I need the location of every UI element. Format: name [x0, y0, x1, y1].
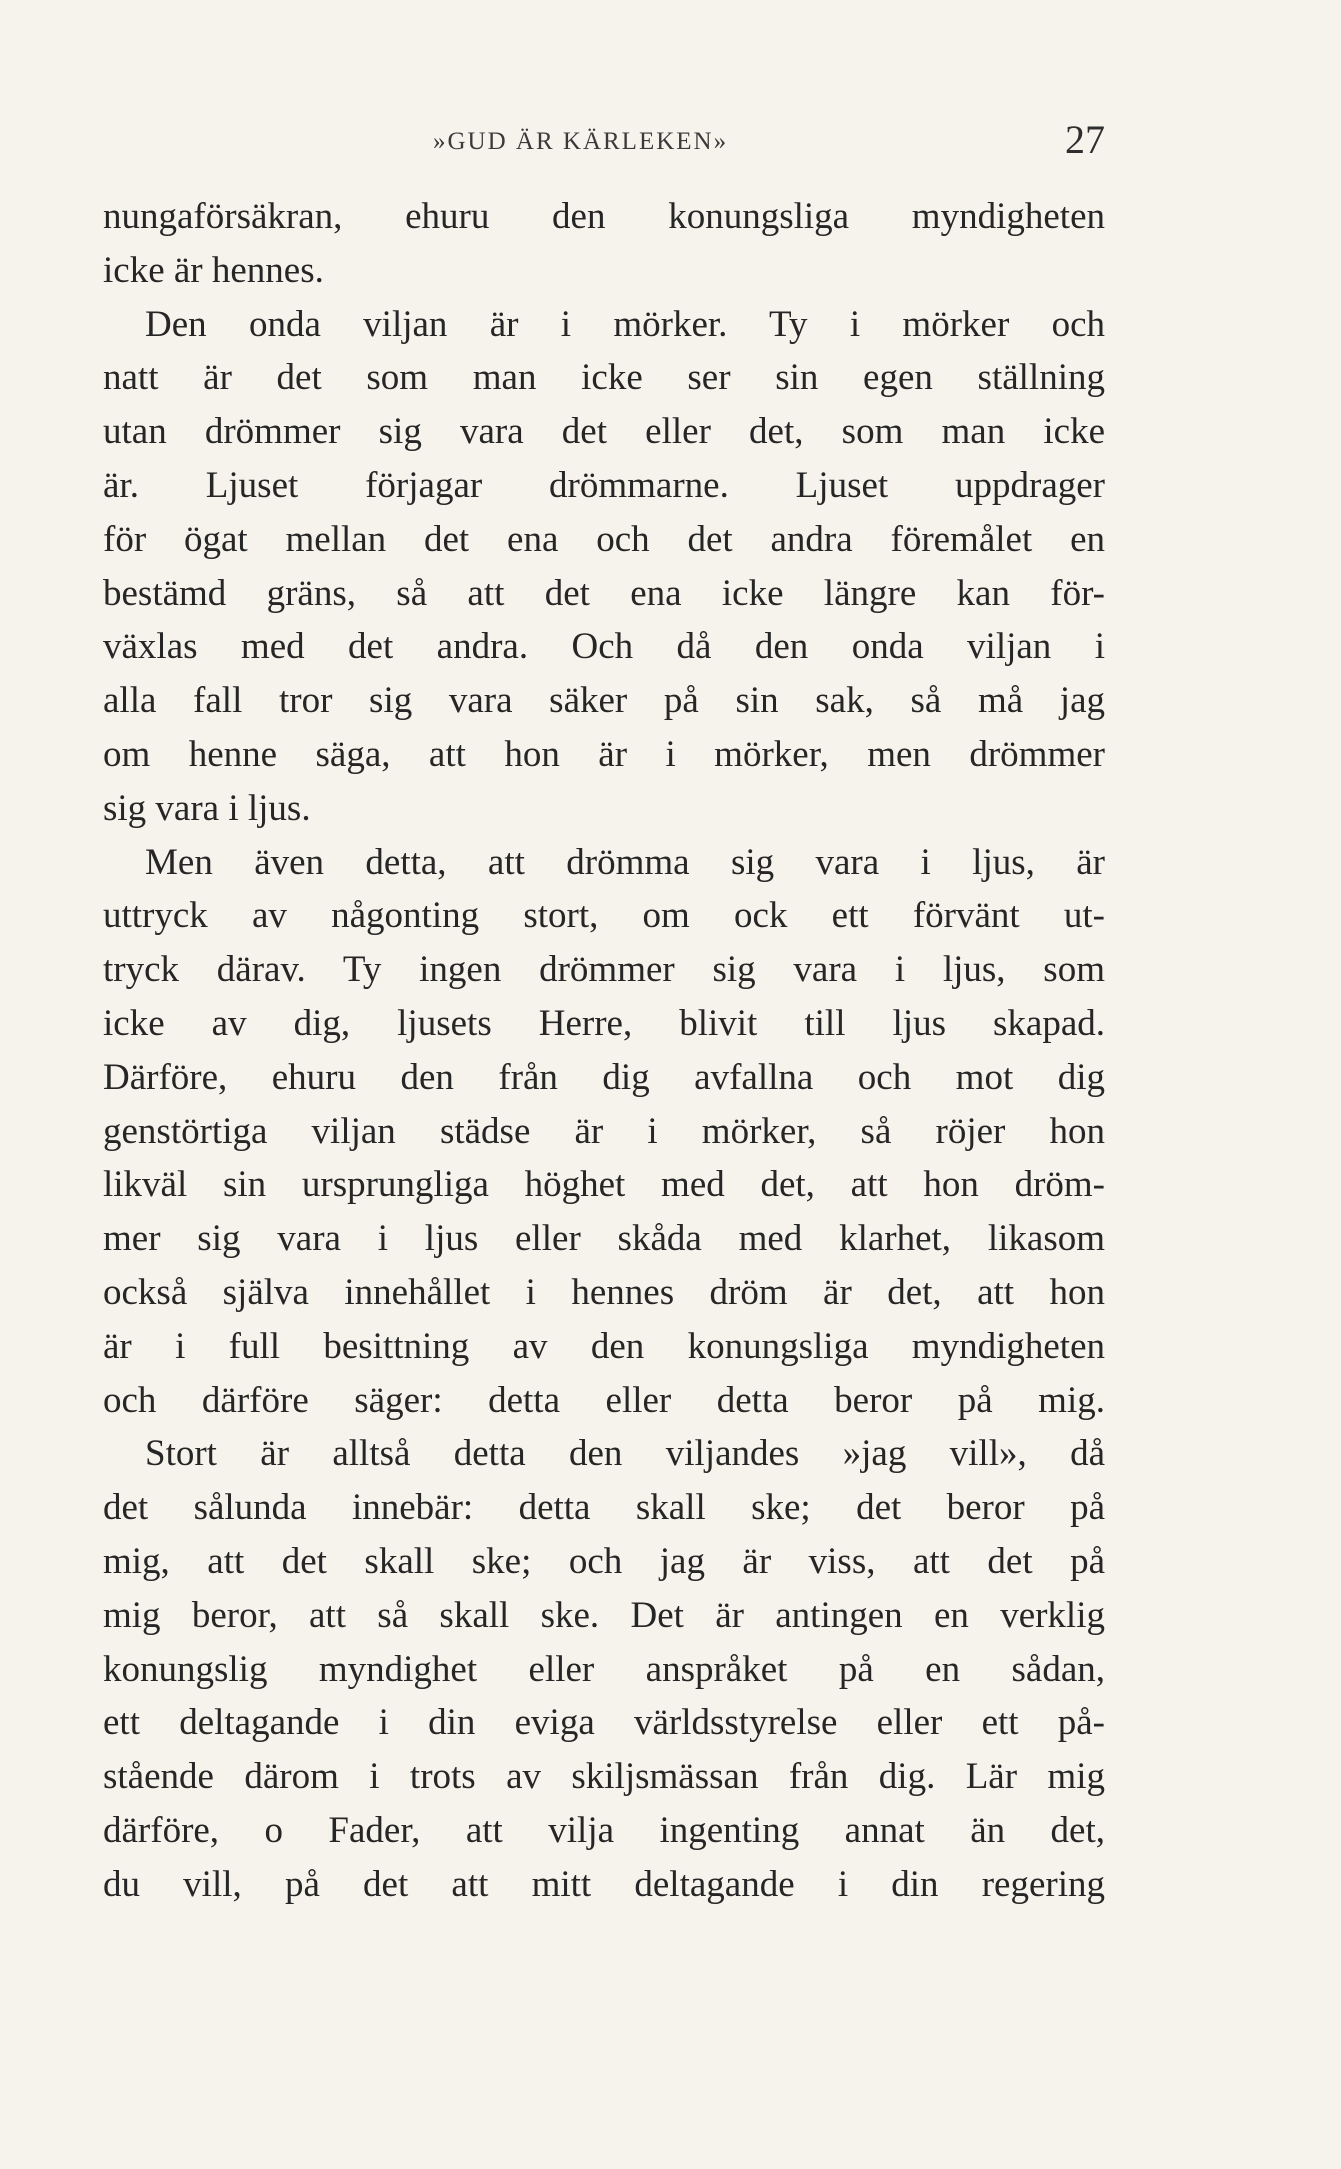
- text-line: tryck därav. Ty ingen drömmer sig vara i ljus, som: [103, 949, 1105, 991]
- text-line: du vill, på det att mitt deltagande i din regering: [103, 1863, 1105, 1905]
- text-line: icke är hennes.: [103, 249, 324, 291]
- text-line: uttryck av någonting stort, om ock ett förvänt ut-: [103, 895, 1105, 937]
- text-line: mig, att det skall ske; och jag är viss, att det på: [103, 1540, 1105, 1582]
- text-line: Men även detta, att drömma sig vara i ljus, är: [145, 841, 1105, 883]
- text-line: för ögat mellan det ena och det andra föremålet en: [103, 518, 1105, 560]
- text-line: därföre, o Fader, att vilja ingenting annat än det,: [103, 1809, 1105, 1851]
- text-line: Den onda viljan är i mörker. Ty i mörker och: [145, 303, 1105, 345]
- text-line: Stort är alltså detta den viljandes »jag vill», då: [145, 1433, 1105, 1475]
- text-line: bestämd gräns, så att det ena icke längre kan för-: [103, 572, 1105, 614]
- text-line: är. Ljuset förjagar drömmarne. Ljuset uppdrager: [103, 464, 1105, 506]
- text-line: växlas med det andra. Och då den onda viljan i: [103, 626, 1105, 668]
- text-line: utan drömmer sig vara det eller det, som man icke: [103, 411, 1105, 453]
- page-header: [103, 117, 1105, 172]
- text-line: mer sig vara i ljus eller skåda med klarhet, likasom: [103, 1218, 1105, 1260]
- text-line: sig vara i ljus.: [103, 787, 311, 829]
- text-line: konungslig myndighet eller anspråket på en sådan,: [103, 1648, 1105, 1690]
- text-line: det sålunda innebär: detta skall ske; det beror på: [103, 1487, 1105, 1529]
- text-line: icke av dig, ljusets Herre, blivit till ljus skapad.: [103, 1002, 1105, 1044]
- text-line: stående därom i trots av skiljsmässan från dig. Lär mig: [103, 1756, 1105, 1798]
- text-line: genstörtiga viljan städse är i mörker, så röjer hon: [103, 1110, 1105, 1152]
- text-line: Därföre, ehuru den från dig avfallna och mot dig: [103, 1056, 1105, 1098]
- running-head: »GUD ÄR KÄRLEKEN»: [433, 128, 729, 155]
- text-line: mig beror, att så skall ske. Det är antingen en verklig: [103, 1594, 1105, 1636]
- page-number: 27: [1065, 117, 1105, 162]
- text-line: natt är det som man icke ser sin egen ställning: [103, 357, 1105, 399]
- text-line: likväl sin ursprungliga höghet med det, att hon dröm-: [103, 1164, 1105, 1206]
- text-line: alla fall tror sig vara säker på sin sak, så må jag: [103, 680, 1105, 722]
- text-line: ett deltagande i din eviga världsstyrelse eller ett på-: [103, 1702, 1105, 1744]
- text-line: också själva innehållet i hennes dröm är det, att hon: [103, 1271, 1105, 1313]
- text-line: är i full besittning av den konungsliga myndigheten: [103, 1325, 1105, 1367]
- text-line: nungaförsäkran, ehuru den konungsliga myndigheten: [103, 196, 1105, 237]
- body-text: [103, 190, 1105, 1912]
- text-line: och därföre säger: detta eller detta beror på mig.: [103, 1379, 1105, 1421]
- text-line: om henne säga, att hon är i mörker, men drömmer: [103, 733, 1105, 775]
